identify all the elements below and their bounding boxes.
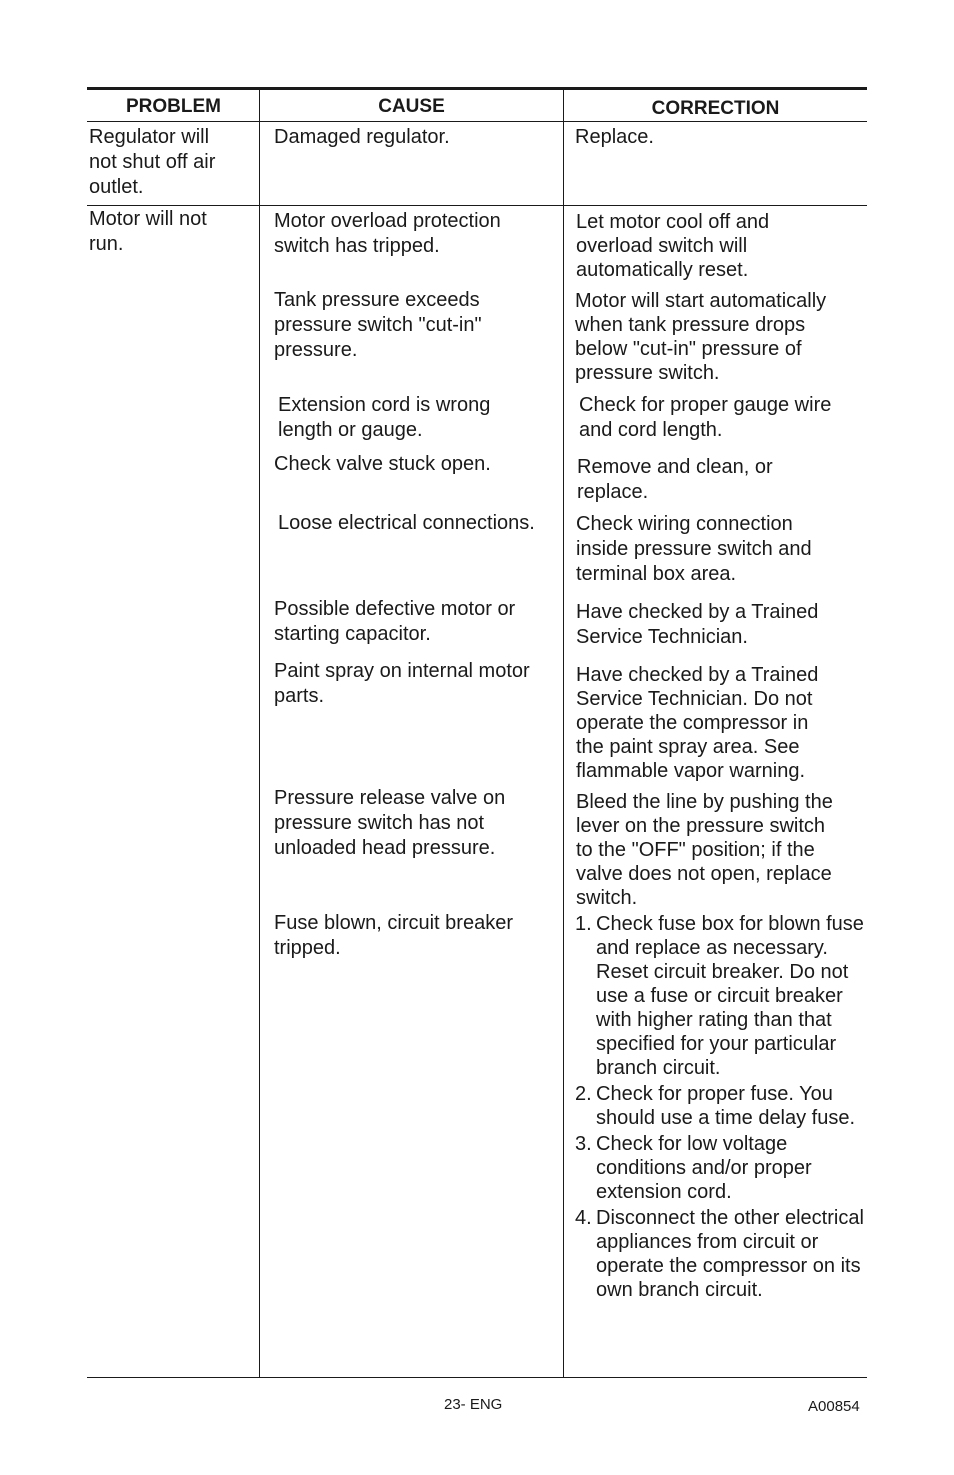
list-item: 1. Check fuse box for blown fuse and replace as necessary. Reset circuit breaker. Do not use a fuse or circuit breaker with higher rating than that specified for your particular branch circuit. <box>575 913 864 1079</box>
correction-cell: Check wiring connection inside pressure switch and terminal box area. <box>576 513 812 585</box>
list-item: 3. Check for low voltage conditions and/or proper extension cord. <box>575 1133 812 1203</box>
correction-cell: Motor will start automatically when tank pressure drops below "cut-in" pressure of pressure switch. <box>575 290 827 384</box>
cause-cell: Tank pressure exceeds pressure switch "cut-in" pressure. <box>274 289 482 361</box>
header-correction: CORRECTION <box>651 98 780 119</box>
row-divider <box>87 205 867 206</box>
cause-cell: Extension cord is wrong length or gauge. <box>278 394 491 441</box>
list-item: 4. Disconnect the other electrical appliances from circuit or operate the compressor on its own branch circuit. <box>575 1207 864 1301</box>
correction-cell: Replace. <box>575 126 654 148</box>
header-bottom-rule <box>87 121 867 122</box>
table-bottom-rule <box>87 1377 867 1378</box>
list-item: 2. Check for proper fuse. You should use a time delay fuse. <box>575 1083 856 1129</box>
correction-cell: Have checked by a Trained Service Technician. Do not operate the compressor in the paint spray area. See flammable vapor warning. <box>576 664 819 782</box>
problem-cell: Regulator will not shut off air outlet. <box>89 126 216 198</box>
cause-cell: Possible defective motor or starting capacitor. <box>274 598 516 645</box>
correction-list <box>575 912 867 1304</box>
correction-cell: Bleed the line by pushing the lever on the pressure switch to the "OFF" position; if the valve does not open, replace switch. <box>576 791 833 909</box>
correction-cell: Check for proper gauge wire and cord length. <box>579 394 832 441</box>
document-code: A00854 <box>808 1398 860 1415</box>
correction-cell: Remove and clean, or replace. <box>577 456 773 503</box>
cause-cell: Check valve stuck open. <box>274 453 491 475</box>
problem-cell: Motor will not run. <box>89 208 207 255</box>
header-problem: PROBLEM <box>126 96 221 117</box>
column-divider-left <box>259 89 260 1378</box>
cause-cell: Fuse blown, circuit breaker tripped. <box>274 912 513 959</box>
correction-cell: Have checked by a Trained Service Technician. <box>576 601 819 648</box>
table-top-rule <box>87 87 867 90</box>
page-number: 23- ENG <box>444 1396 503 1413</box>
cause-cell: Pressure release valve on pressure switch has not unloaded head pressure. <box>274 787 506 859</box>
cause-cell: Damaged regulator. <box>274 126 450 148</box>
cause-cell: Motor overload protection switch has tripped. <box>274 210 501 257</box>
cause-cell: Loose electrical connections. <box>278 512 535 534</box>
header-cause: CAUSE <box>378 96 445 117</box>
column-divider-right <box>563 89 564 1378</box>
cause-cell: Paint spray on internal motor parts. <box>274 660 530 707</box>
correction-cell: Let motor cool off and overload switch will automatically reset. <box>576 211 770 281</box>
